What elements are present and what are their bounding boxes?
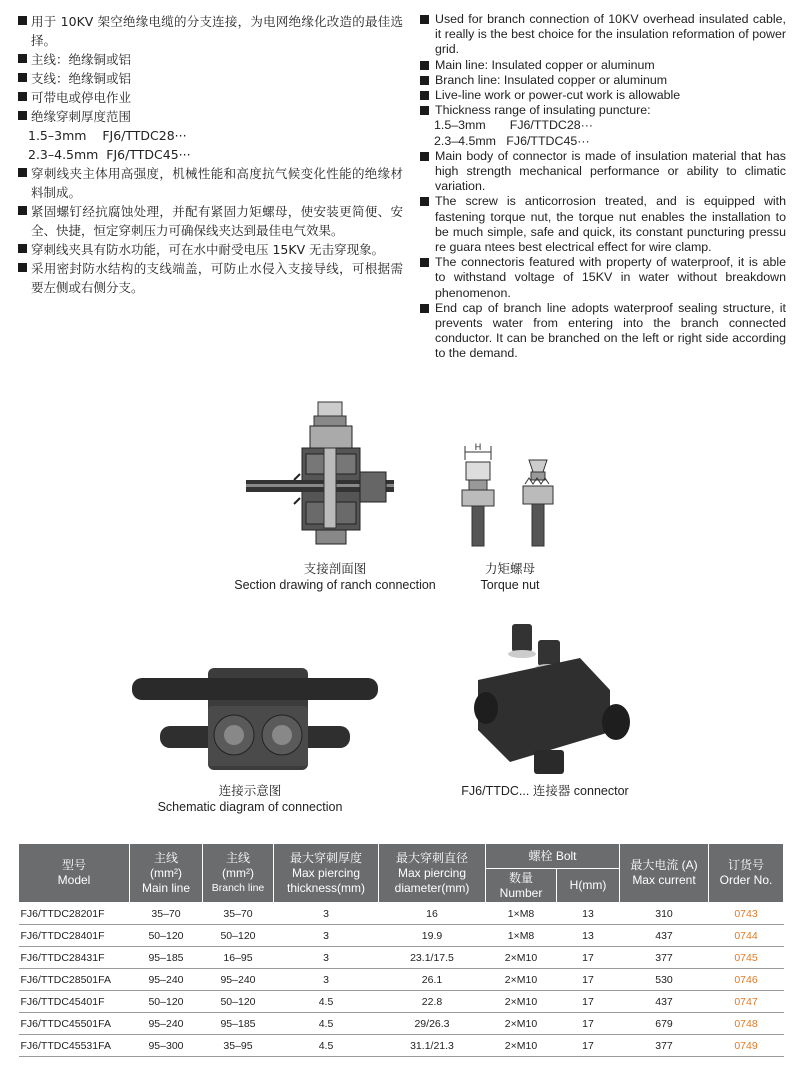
en-bullet-item <box>420 255 786 301</box>
model-cell: FJ6/TTDC45501FA <box>19 1013 130 1035</box>
spec-cell: 17 <box>557 1035 620 1057</box>
bullet-square-icon <box>420 152 429 161</box>
spec-cell: 437 <box>620 925 709 947</box>
spec-cell: 95–240 <box>130 969 203 991</box>
spec-cell: 95–185 <box>203 1013 274 1035</box>
model-cell: FJ6/TTDC28431F <box>19 947 130 969</box>
header-order-no: 订货号 Order No. <box>709 844 784 903</box>
bullet-square-icon <box>18 111 27 120</box>
table-row <box>19 925 784 947</box>
spec-cell: 16 <box>379 903 486 925</box>
bullet-text: 主线：绝缘铜或铝 <box>31 52 132 67</box>
bullet-square-icon <box>420 197 429 206</box>
bullet-text: 用于 10KV 架空绝缘电缆的分支连接，为电网绝缘化改造的最佳选择。 <box>31 14 403 48</box>
spec-cell: 17 <box>557 947 620 969</box>
bullet-square-icon <box>420 15 429 24</box>
spec-cell: 4.5 <box>274 1035 379 1057</box>
spec-cell: 310 <box>620 903 709 925</box>
bullet-square-icon <box>18 92 27 101</box>
bullet-square-icon <box>18 168 27 177</box>
order-number-cell: 0745 <box>709 947 784 969</box>
torque-caption-cn: 力矩螺母 <box>484 562 535 576</box>
bullet-square-icon <box>18 54 27 63</box>
spec-cell: 3 <box>274 969 379 991</box>
spec-cell: 2×M10 <box>486 969 557 991</box>
spec-cell: 377 <box>620 1035 709 1057</box>
torque-caption-en: Torque nut <box>480 578 540 592</box>
spec-cell: 31.1/21.3 <box>379 1035 486 1057</box>
cn-bullet-item <box>18 164 403 202</box>
spec-cell: 2×M10 <box>486 947 557 969</box>
bullet-text: 穿刺线夹主体用高强度，机械性能和高度抗气候变化性能的绝缘材料制成。 <box>31 166 403 200</box>
cn-bullet-item <box>18 202 403 240</box>
spec-cell: 95–300 <box>130 1035 203 1057</box>
bullet-square-icon <box>18 244 27 253</box>
order-number-cell: 0746 <box>709 969 784 991</box>
spec-cell: 17 <box>557 1013 620 1035</box>
spec-cell: 437 <box>620 991 709 1013</box>
cn-bullet-item <box>18 259 403 297</box>
bullet-square-icon <box>420 106 429 115</box>
table-row <box>19 1013 784 1035</box>
chinese-feature-list <box>18 12 403 297</box>
header-bolt-number: 数量 Number <box>486 869 557 903</box>
spec-cell: 22.8 <box>379 991 486 1013</box>
spec-cell: 50–120 <box>203 991 274 1013</box>
bullet-square-icon <box>420 61 429 70</box>
bullet-text: Thickness range of insulating puncture: <box>435 103 651 118</box>
spec-cell: 95–240 <box>130 1013 203 1035</box>
order-number-cell: 0747 <box>709 991 784 1013</box>
bullet-text: Live-line work or power-cut work is allowable <box>435 88 681 103</box>
spec-cell: 3 <box>274 947 379 969</box>
section-caption-cn: 支接剖面图 <box>303 562 367 576</box>
bullet-text: End cap of branch line adopts waterproof sealing structure, it prevents water from entering into the branch connected conductor. It can be branched on the left or right side according to the demand. <box>435 300 786 361</box>
spec-cell: 50–120 <box>203 925 274 947</box>
spec-cell: 50–120 <box>130 991 203 1013</box>
spec-cell: 50–120 <box>130 925 203 947</box>
torque-nut-image <box>455 440 565 555</box>
spec-cell: 16–95 <box>203 947 274 969</box>
spec-cell: 35–70 <box>130 903 203 925</box>
spec-cell: 3 <box>274 925 379 947</box>
header-max-current: 最大电流 (A) Max current <box>620 844 709 903</box>
bullet-square-icon <box>18 263 27 272</box>
table-row <box>19 969 784 991</box>
spec-cell: 3 <box>274 903 379 925</box>
bullet-text: 穿刺线夹具有防水功能，可在水中耐受电压 15KV 无击穿现象。 <box>31 242 385 257</box>
table-row <box>19 947 784 969</box>
bullet-text: Main body of connector is made of insulation material that has high strength mechanical performance or ability to climatic variation. <box>435 148 786 194</box>
bullet-square-icon <box>420 91 429 100</box>
spec-cell: 29/26.3 <box>379 1013 486 1035</box>
model-cell: FJ6/TTDC45531FA <box>19 1035 130 1057</box>
spec-cell: 530 <box>620 969 709 991</box>
spec-cell: 95–240 <box>203 969 274 991</box>
bullet-text: 可带电或停电作业 <box>31 90 132 105</box>
spec-cell: 13 <box>557 903 620 925</box>
spec-cell: 23.1/17.5 <box>379 947 486 969</box>
spec-cell: 2×M10 <box>486 1035 557 1057</box>
schematic-connection-image <box>130 660 380 778</box>
en-bullet-item <box>420 73 786 88</box>
en-bullet-item <box>420 12 786 58</box>
order-number-cell: 0744 <box>709 925 784 947</box>
model-cell: FJ6/TTDC45401F <box>19 991 130 1013</box>
spec-cell: 17 <box>557 969 620 991</box>
cn-bullet-item <box>18 107 403 126</box>
bullet-text: 采用密封防水结构的支线端盖，可防止水侵入支接导线，可根据需要左侧或右侧分支。 <box>31 261 403 295</box>
bullet-square-icon <box>18 206 27 215</box>
header-max-diameter: 最大穿刺直径 Max piercing diameter(mm) <box>379 844 486 903</box>
spec-cell: 1×M8 <box>486 925 557 947</box>
cn-bullet-item <box>18 240 403 259</box>
bullet-text: 绝缘穿刺厚度范围 <box>31 109 132 124</box>
cn-bullet-item <box>18 88 403 107</box>
bullet-square-icon <box>420 258 429 267</box>
header-main-line: 主线 (mm²) Main line <box>130 844 203 903</box>
spec-cell: 2×M10 <box>486 991 557 1013</box>
bullet-text: Main line: Insulated copper or aluminum <box>435 57 655 72</box>
header-model: 型号 Model <box>19 844 130 903</box>
bullet-square-icon <box>18 73 27 82</box>
spec-cell: 4.5 <box>274 1013 379 1035</box>
spec-cell: 13 <box>557 925 620 947</box>
model-cell: FJ6/TTDC28201F <box>19 903 130 925</box>
en-bullet-item <box>420 88 786 103</box>
bullet-text: 紧固螺钉经抗腐蚀处理，并配有紧固力矩螺母，使安装更简便、安全、快捷，恒定穿刺压力可确保线夹达到最佳电气效果。 <box>31 204 403 238</box>
header-bolt: 螺栓 Bolt <box>486 844 620 869</box>
header-max-thickness: 最大穿刺厚度 Max piercing thickness(mm) <box>274 844 379 903</box>
en-bullet-item <box>420 58 786 73</box>
bullet-text: The connectoris featured with property of waterproof, it is able to withstand voltage of 15KV in water without breakdown phenomenon. <box>435 255 786 300</box>
spec-cell: 95–185 <box>130 947 203 969</box>
bullet-text: The screw is anticorrosion treated, and is equipped with fastening torque nut, the torque nut enables the installation to be much simple, safe and quick, its constant puncturing pressu re guara ntees best electrical effect for wire clamp. <box>435 194 786 255</box>
connector-product-image <box>470 622 635 777</box>
table-row <box>19 903 784 925</box>
cn-range-line: 2.3–4.5mm FJ6/TTDC45··· <box>28 147 191 162</box>
spec-cell: 1×M8 <box>486 903 557 925</box>
header-bolt-h: H(mm) <box>557 869 620 903</box>
spec-cell: 19.9 <box>379 925 486 947</box>
cn-bullet-item <box>18 50 403 69</box>
en-range-line: 1.5–3mm FJ6/TTDC28··· <box>434 118 594 133</box>
torque-h-label: H <box>474 442 482 452</box>
order-number-cell: 0743 <box>709 903 784 925</box>
bullet-text: Used for branch connection of 10KV overhead insulated cable, it really is the best choice for the insulation reformation of power grid. <box>435 12 786 57</box>
table-row <box>19 1035 784 1057</box>
schematic-caption-cn: 连接示意图 <box>218 784 282 798</box>
specification-table <box>18 843 784 1057</box>
spec-cell: 377 <box>620 947 709 969</box>
schematic-caption-en: Schematic diagram of connection <box>157 800 343 814</box>
header-branch-line: 主线 (mm²) Branch line <box>203 844 274 903</box>
en-range-line: 2.3–4.5mm FJ6/TTDC45··· <box>434 133 590 148</box>
cn-bullet-item <box>18 69 403 88</box>
table-row <box>19 991 784 1013</box>
spec-cell: 4.5 <box>274 991 379 1013</box>
english-feature-list <box>420 12 786 362</box>
spec-cell: 35–70 <box>203 903 274 925</box>
order-number-cell: 0749 <box>709 1035 784 1057</box>
model-cell: FJ6/TTDC28501FA <box>19 969 130 991</box>
order-number-cell: 0748 <box>709 1013 784 1035</box>
spec-cell: 35–95 <box>203 1035 274 1057</box>
bullet-text: Branch line: Insulated copper or aluminum <box>435 72 668 87</box>
connector-caption: FJ6/TTDC... 连接器 connector <box>461 784 629 798</box>
en-bullet-item <box>420 194 786 255</box>
cn-bullet-item <box>18 12 403 50</box>
model-cell: FJ6/TTDC28401F <box>19 925 130 947</box>
en-bullet-item <box>420 149 786 195</box>
spec-cell: 2×M10 <box>486 1013 557 1035</box>
spec-cell: 17 <box>557 991 620 1013</box>
bullet-square-icon <box>420 304 429 313</box>
bullet-square-icon <box>18 16 27 25</box>
spec-cell: 679 <box>620 1013 709 1035</box>
en-bullet-item <box>420 103 786 118</box>
section-caption-en: Section drawing of ranch connection <box>234 578 436 592</box>
bullet-square-icon <box>420 76 429 85</box>
section-drawing-image <box>240 398 410 558</box>
spec-cell: 26.1 <box>379 969 486 991</box>
bullet-text: 支线：绝缘铜或铝 <box>31 71 132 86</box>
en-bullet-item <box>420 301 786 362</box>
cn-range-line: 1.5–3mm FJ6/TTDC28··· <box>28 128 187 143</box>
